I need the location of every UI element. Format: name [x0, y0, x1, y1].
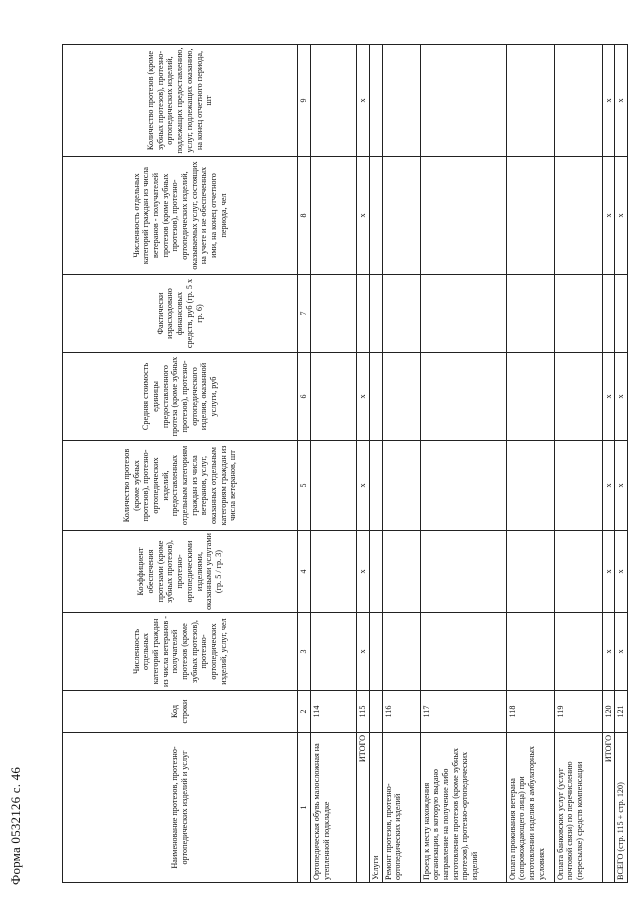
table-cell [506, 275, 554, 353]
table-row [311, 45, 357, 883]
row-code: 116 [382, 691, 420, 733]
table-cell [420, 157, 506, 275]
row-name: Оплата банковских услуг (услуг почтовой связи) по перечислению (пересылке) средств компенсации [554, 733, 602, 883]
table-row [420, 45, 506, 883]
row-name: Ремонт протезов, протезно-ортопедических изделий [382, 733, 420, 883]
column-number: 8 [298, 157, 311, 275]
header-cell: Количество протезов (кроме зубных протезов), протезно-ортопедических изделий, подлежащих предоставлению, услуг, подлежащих оказанию, на конец отчетного периода, шт [63, 45, 298, 157]
column-number: 9 [298, 45, 311, 157]
table-cell [554, 441, 602, 531]
header-cell: Фактически израсходовано финансовых средств, руб (гр. 5 х гр. 6) [63, 275, 298, 353]
table-cell [554, 613, 602, 691]
table-cell: х [615, 531, 628, 613]
row-code: 119 [554, 691, 602, 733]
row-name: ИТОГО [602, 733, 615, 883]
table-row [506, 45, 554, 883]
row-name: Оплата проживания ветерана (сопровождающего лица) при изготовлении изделия в амбулаторных условиях [506, 733, 554, 883]
column-number: 2 [298, 691, 311, 733]
table-cell [311, 353, 357, 441]
row-code: 115 [357, 691, 370, 733]
table-cell: х [357, 613, 370, 691]
column-number-row [298, 45, 311, 883]
table-cell [420, 353, 506, 441]
section-title: Услуги [370, 733, 383, 883]
form-number: Форма 0532126 с. 46 [8, 766, 23, 885]
table-cell [420, 441, 506, 531]
column-number: 3 [298, 613, 311, 691]
row-code: 117 [420, 691, 506, 733]
table-cell [370, 441, 383, 531]
row-name: Ортопедическая обувь малосложная на утепленной подкладке [311, 733, 357, 883]
table-cell: х [615, 613, 628, 691]
header-cell: Количество протезов (кроме зубных протезов), протезно-ортопедических изделий, предоставленных отдельным категориям граждан из числа ветеранов, услуг, оказанных отдельным категориям граждан из числа ветеранов, шт [63, 441, 298, 531]
table-cell [506, 157, 554, 275]
table-cell: х [602, 353, 615, 441]
table-cell: х [602, 613, 615, 691]
table-cell [506, 441, 554, 531]
table-cell [554, 353, 602, 441]
table-cell [554, 157, 602, 275]
table-cell [506, 531, 554, 613]
table-cell [370, 613, 383, 691]
table-cell: х [357, 45, 370, 157]
column-number: 5 [298, 441, 311, 531]
header-cell: Численность отдельных категорий граждан из числа ветеранов - получателей протезов (кроме зубных протезов), протезно-ортопедических изделий, оказываемых услуг, состоящих на учете и не обеспеченных ими, на конец отчетного периода, чел [63, 157, 298, 275]
table-cell [382, 45, 420, 157]
header-cell: Средняя стоимость единицы предоставленного протеза (кроме зубных протезов), протезно-ортопедического изделия, оказанной услуги, руб [63, 353, 298, 441]
table-row [554, 45, 602, 883]
table-cell [382, 353, 420, 441]
header-cell: Код строки [63, 691, 298, 733]
header-row [63, 45, 298, 883]
table-cell [382, 531, 420, 613]
table-cell [420, 531, 506, 613]
table-cell: х [357, 531, 370, 613]
row-name: Проезд к месту нахождения организации, в которую выдано направление на получение либо изготовление протезов (кроме зубных протезов), протезно-ортопедических изделий [420, 733, 506, 883]
row-code: 120 [602, 691, 615, 733]
header-cell: Численность отдельных категорий граждан из числа ветеранов - получателей протезов (кроме зубных протезов), протезно-ортопедических изделий, услуг, чел [63, 613, 298, 691]
table-cell [311, 613, 357, 691]
table-cell: х [615, 441, 628, 531]
table-cell [357, 275, 370, 353]
row-code: 121 [615, 691, 628, 733]
table-cell [382, 157, 420, 275]
table-cell [506, 613, 554, 691]
column-number: 6 [298, 353, 311, 441]
table-cell: х [615, 353, 628, 441]
table-cell [370, 275, 383, 353]
table-cell: х [602, 157, 615, 275]
table-cell [370, 353, 383, 441]
table-cell: х [615, 45, 628, 157]
header-cell: Наименование протезов, протезно-ортопедических изделий и услуг [63, 733, 298, 883]
table-cell [311, 157, 357, 275]
table-cell [554, 45, 602, 157]
table-cell: х [357, 353, 370, 441]
table-cell: х [615, 157, 628, 275]
header-cell: Коэффициент обеспечения протезами (кроме зубных протезов), протезно-ортопедическими изделиями, оказанными услугами (гр. 5 / гр. 3) [63, 531, 298, 613]
table-cell [370, 531, 383, 613]
table-cell: х [602, 531, 615, 613]
table-row [357, 45, 370, 883]
section-row [370, 45, 383, 883]
table-cell [420, 45, 506, 157]
table-cell [420, 613, 506, 691]
table-cell [420, 275, 506, 353]
row-name: ИТОГО [357, 733, 370, 883]
table-cell [311, 441, 357, 531]
table-cell: х [602, 45, 615, 157]
table-cell [554, 531, 602, 613]
table-cell [382, 275, 420, 353]
row-code: 118 [506, 691, 554, 733]
table-row [382, 45, 420, 883]
table-cell [615, 275, 628, 353]
row-name: ВСЕГО (стр. 115 + стр. 120) [615, 733, 628, 883]
table-row [602, 45, 615, 883]
report-table [62, 44, 628, 883]
row-code [370, 691, 383, 733]
table-cell: х [602, 441, 615, 531]
table-cell [311, 45, 357, 157]
table-cell [311, 531, 357, 613]
table-cell [554, 275, 602, 353]
table-cell [506, 353, 554, 441]
table-cell: х [357, 441, 370, 531]
column-number: 4 [298, 531, 311, 613]
table-cell [370, 45, 383, 157]
table-cell [602, 275, 615, 353]
table-cell [382, 441, 420, 531]
table-cell: х [357, 157, 370, 275]
table-cell [370, 157, 383, 275]
table-row [615, 45, 628, 883]
table-cell [506, 45, 554, 157]
column-number: 1 [298, 733, 311, 883]
table-cell [382, 613, 420, 691]
table-cell [311, 275, 357, 353]
column-number: 7 [298, 275, 311, 353]
row-code: 114 [311, 691, 357, 733]
